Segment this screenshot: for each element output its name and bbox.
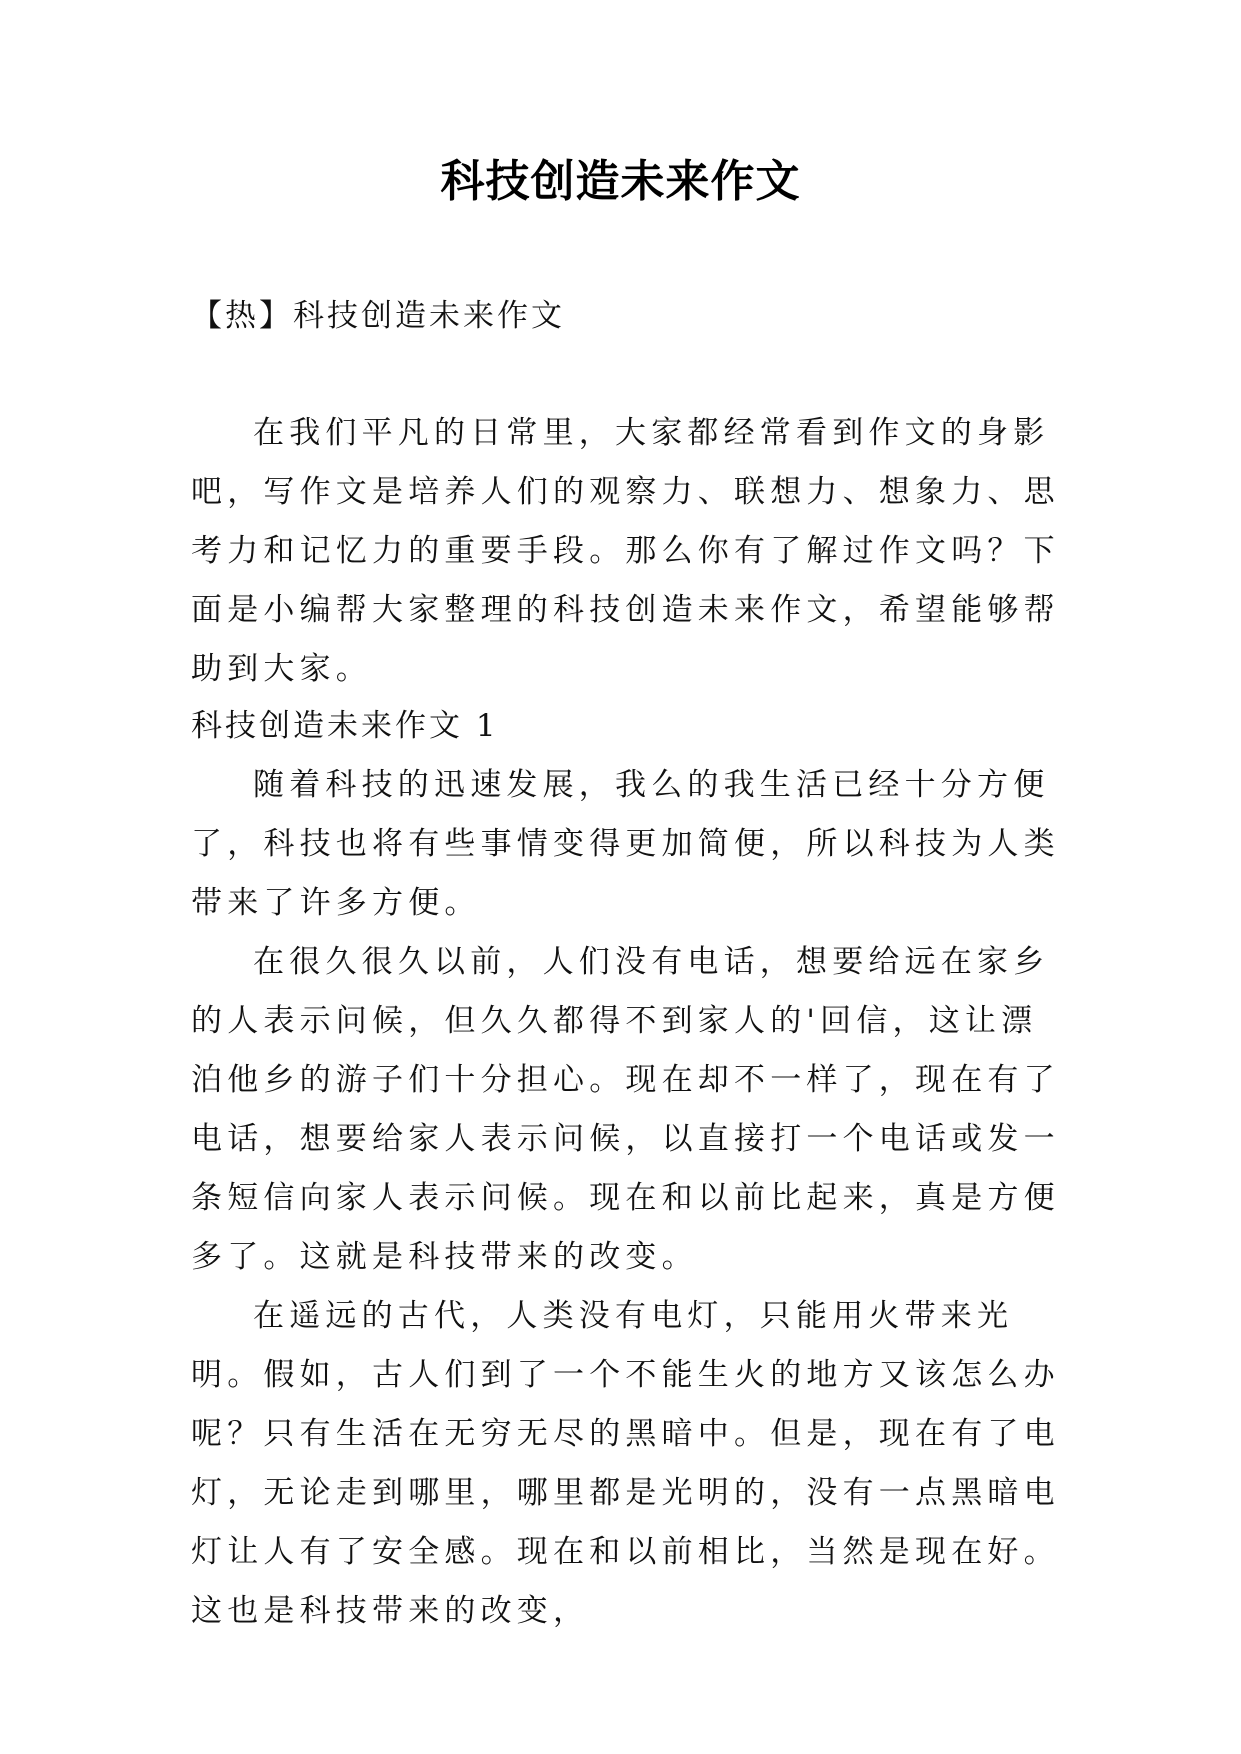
essay-paragraph-3: 在遥远的古代，人类没有电灯，只能用火带来光明。假如，古人们到了一个不能生火的地方又该怎么办呢？只有生活在无穷无尽的黑暗中。但是，现在有了电灯，无论走到哪里，哪里都是光明的，没有一点黑暗电灯让人有了安全感。现在和以前相比，当然是现在好。这也是科技带来的改变， (191, 1298, 1060, 1629)
essay-paragraph-2: 在很久很久以前，人们没有电话，想要给远在家乡的人表示问候，但久久都得不到家人的'回信，这让漂泊他乡的游子们十分担心。现在却不一样了，现在有了电话，想要给家人表示问候，以直接打一个电话或发一条短信向家人表示问候。现在和以前比起来，真是方便多了。这就是科技带来的改变。 (191, 944, 1060, 1275)
intro-block (191, 404, 1061, 699)
intro-paragraph: 在我们平凡的日常里，大家都经常看到作文的身影吧，写作文是培养人们的观察力、联想力、想象力、思考力和记忆力的重要手段。那么你有了解过作文吗？下面是小编帮大家整理的科技创造未来作文，希望能够帮助到大家。 (191, 415, 1060, 687)
document-title: 科技创造未来作文 (440, 156, 801, 207)
section-heading: 科技创造未来作文 1 (191, 708, 499, 744)
essay-body (191, 756, 1061, 1641)
essay-paragraph-1: 随着科技的迅速发展，我么的我生活已经十分方便了，科技也将有些事情变得更加简便，所以科技为人类带来了许多方便。 (191, 767, 1060, 921)
document-subtitle: 【热】科技创造未来作文 (191, 298, 565, 334)
